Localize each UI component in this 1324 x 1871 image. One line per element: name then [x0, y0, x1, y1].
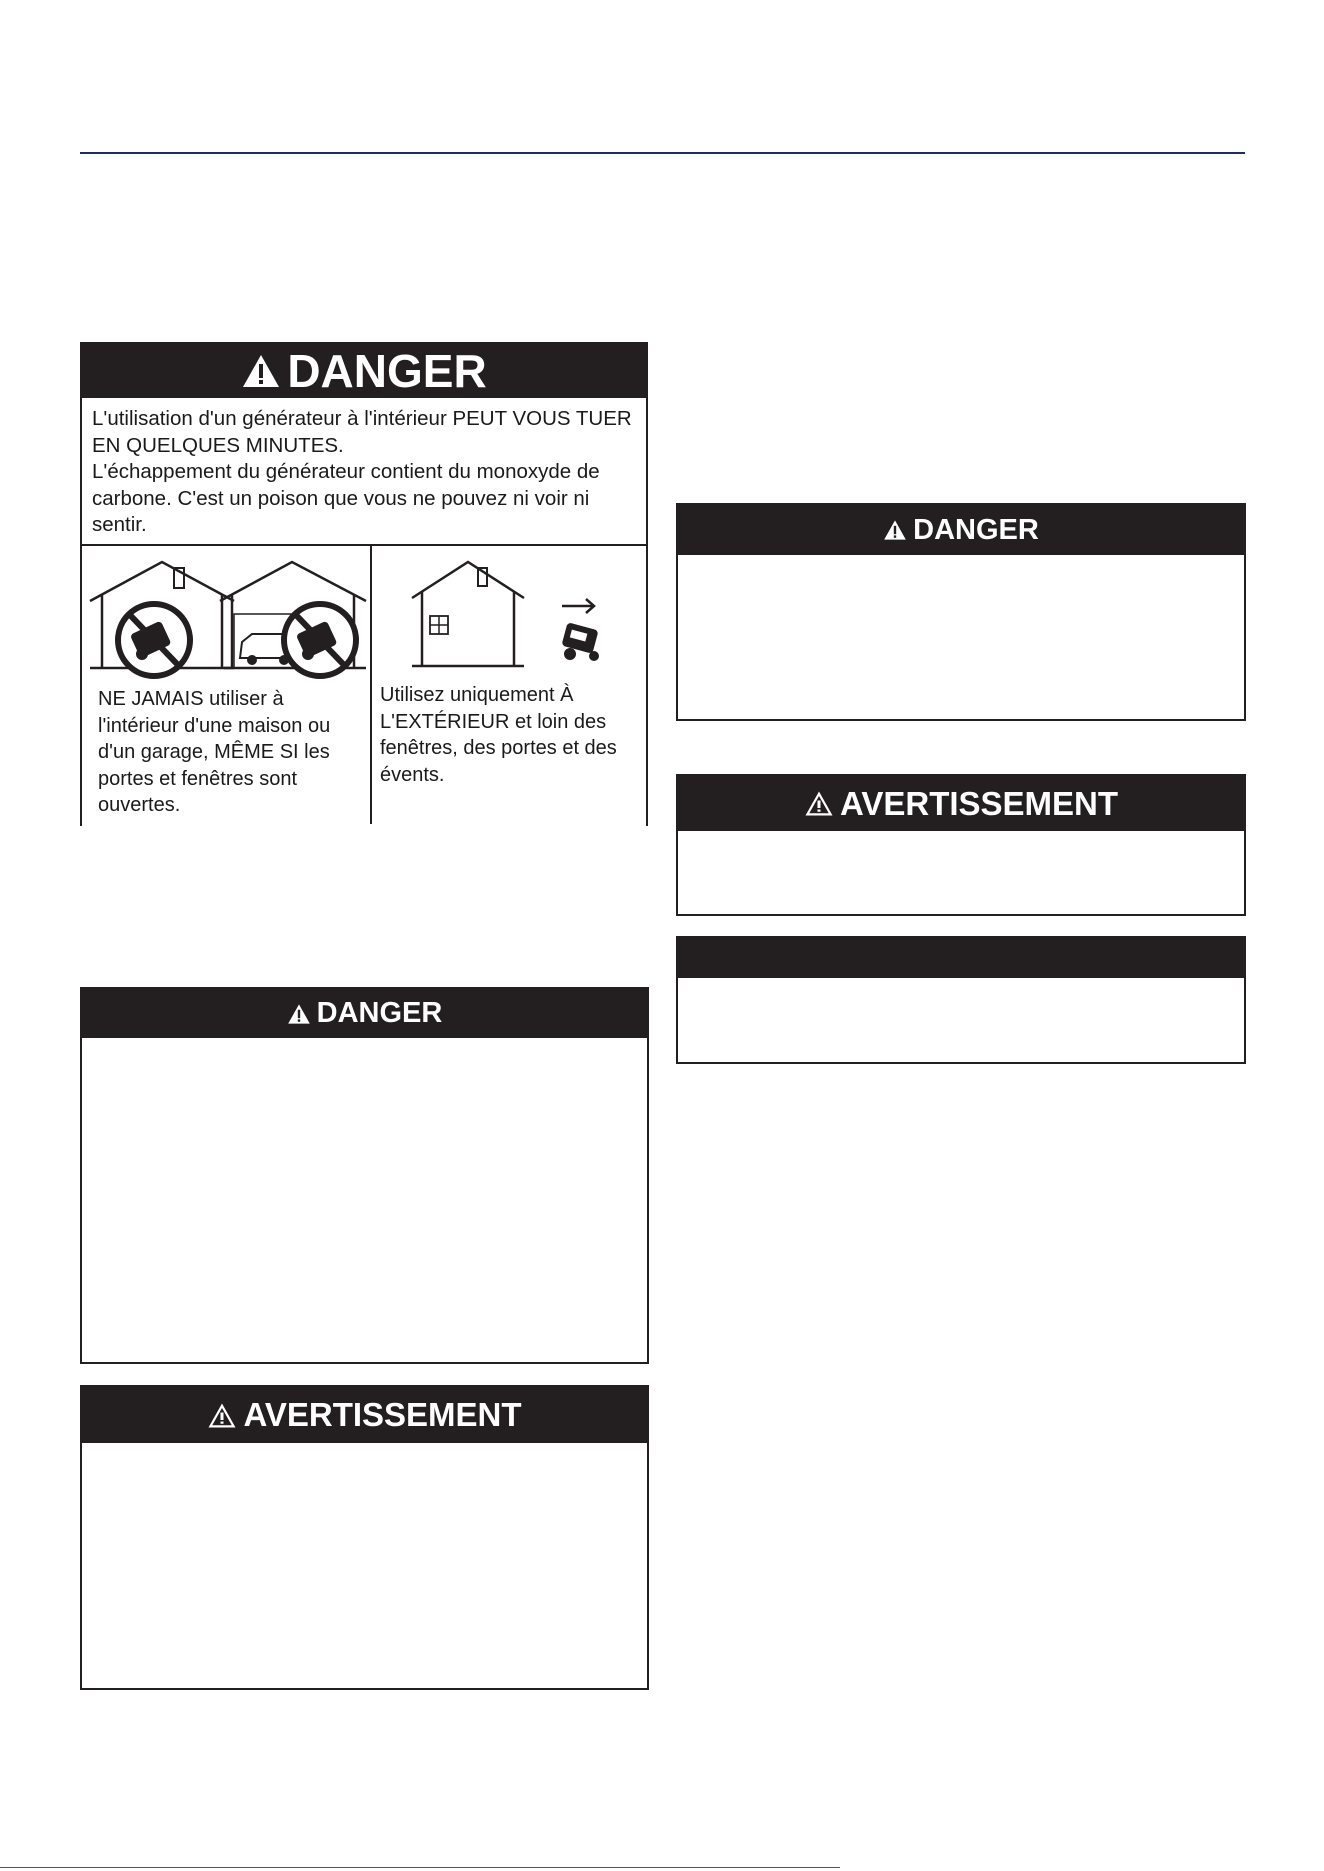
- danger-label-right: [676, 503, 1246, 721]
- top-rule: [80, 152, 1245, 154]
- blank-label-header: [678, 938, 1244, 978]
- blank-label-right: [676, 936, 1246, 1064]
- warning-triangle-icon: [287, 1003, 311, 1025]
- warning-triangle-icon: [207, 1402, 237, 1429]
- house-icon: [372, 546, 646, 682]
- warning-triangle-icon: [883, 519, 907, 541]
- garage-prohibited-icon: [220, 562, 366, 676]
- warning-triangle-icon: [241, 353, 281, 389]
- avertissement-right-title: AVERTISSEMENT: [839, 784, 1119, 822]
- outdoor-use-text: Utilisez uniquement À L'EXTÉRIEUR et loin des fenêtres, des portes et des évents.: [380, 684, 617, 786]
- pictogram-panels: [82, 546, 646, 824]
- danger-right-title: DANGER: [913, 513, 1039, 546]
- bottom-rule: [0, 1867, 840, 1868]
- avertissement-label-left: [80, 1385, 649, 1690]
- generator-icon: [561, 622, 599, 661]
- main-danger-title: DANGER: [287, 345, 487, 397]
- main-danger-intro: [82, 398, 646, 546]
- warning-triangle-icon: [804, 790, 834, 817]
- outdoor-use-panel: [372, 546, 646, 824]
- arrow-right-icon: [562, 599, 594, 613]
- indoor-prohibited-text: NE JAMAIS utiliser à l'intérieur d'une maison ou d'un garage, MÊME SI les portes et fenêtres sont ouvertes.: [98, 688, 331, 816]
- danger-right-header: [678, 505, 1244, 555]
- avertissement-left-title: AVERTISSEMENT: [243, 1396, 522, 1433]
- main-danger-header: [82, 344, 646, 398]
- avertissement-right-header: [678, 776, 1244, 831]
- intro-line-2: L'échappement du générateur contient du monoxyde de carbone. C'est un poison que vous ne pouvez ni voir ni sentir.: [92, 460, 600, 536]
- house-prohibited-icon: [82, 546, 372, 686]
- main-danger-label: [80, 342, 648, 826]
- danger-label-left: [80, 987, 649, 1364]
- avertissement-left-header: [82, 1387, 647, 1443]
- avertissement-label-right: [676, 774, 1246, 916]
- intro-line-1: L'utilisation d'un générateur à l'intérieur PEUT VOUS TUER EN QUELQUES MINUTES.: [92, 407, 632, 457]
- danger-left-title: DANGER: [316, 997, 443, 1029]
- indoor-prohibited-panel: [82, 546, 372, 824]
- danger-left-header: [82, 989, 647, 1038]
